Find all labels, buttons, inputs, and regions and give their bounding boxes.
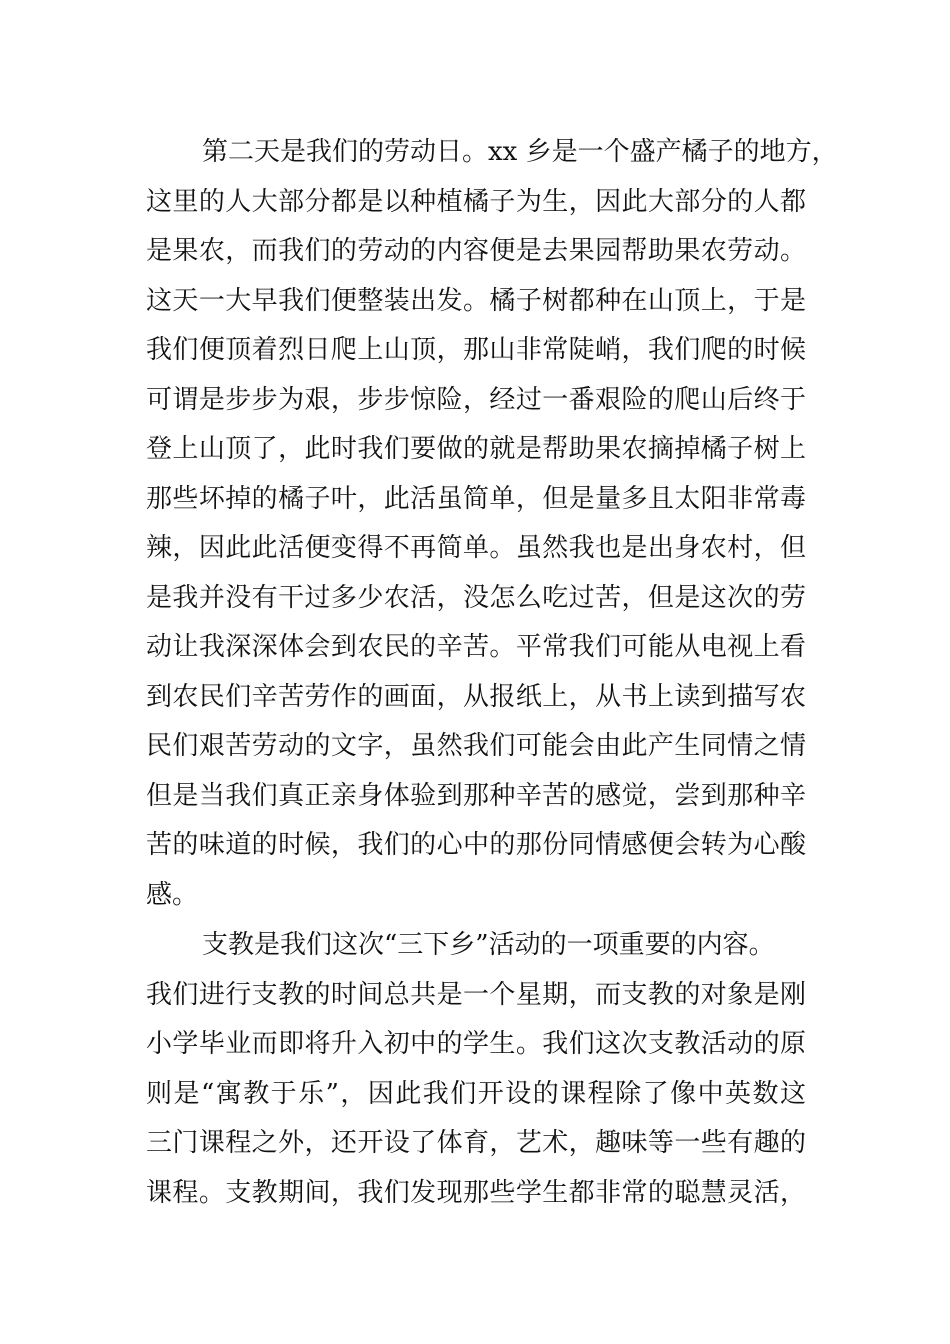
paragraph-line: 课程。支教期间，我们发现那些学生都非常的聪慧灵活，: [146, 1177, 806, 1208]
paragraph-line: 可谓是步步为艰，步步惊险，经过一番艰险的爬山后终于: [146, 384, 806, 415]
paragraph-line: 我们便顶着烈日爬上山顶，那山非常陡峭，我们爬的时候: [146, 335, 806, 365]
paragraph-line: 支教是我们这次“三下乡”活动的一项重要的内容。: [202, 930, 775, 960]
paragraph-line: 是果农，而我们的劳动的内容便是去果园帮助果农劳动。: [146, 236, 806, 266]
paragraph-line: 到农民们辛苦劳作的画面，从报纸上，从书上读到描写农: [146, 681, 806, 712]
paragraph-line: 那些坏掉的橘子叶，此活虽简单，但是量多且太阳非常毒: [146, 483, 806, 514]
paragraph-line: 苦的味道的时候，我们的心中的那份同情感便会转为心酸: [146, 830, 806, 860]
paragraph-line: 辣，因此此活便变得不再简单。虽然我也是出身农村，但: [146, 533, 806, 563]
paragraph-line: 登上山顶了，此时我们要做的就是帮助果农摘掉橘子树上: [146, 434, 806, 464]
paragraph-teaching: [146, 921, 806, 1218]
paragraph-line: 民们艰苦劳动的文字，虽然我们可能会由此产生同情之情: [146, 731, 806, 761]
paragraph-labor-day: [146, 128, 838, 920]
paragraph-line: 但是当我们真正亲身体验到那种辛苦的感觉，尝到那种辛: [146, 780, 806, 811]
paragraph-line: 则是“寓教于乐”，因此我们开设的课程除了像中英数这: [146, 1078, 806, 1109]
paragraph-line: 这里的人大部分都是以种植橘子为生，因此大部分的人都: [146, 186, 806, 217]
paragraph-line: 我们进行支教的时间总共是一个星期，而支教的对象是刚: [146, 979, 806, 1010]
paragraph-line: 这天一大早我们便整装出发。橘子树都种在山顶上，于是: [146, 285, 806, 316]
paragraph-line: 感。: [146, 879, 199, 910]
paragraph-line: 是我并没有干过多少农活，没怎么吃过苦，但是这次的劳: [146, 582, 806, 613]
paragraph-line: 第二天是我们的劳动日。xx 乡是一个盛产橘子的地方，: [202, 137, 838, 167]
paragraph-line: 动让我深深体会到农民的辛苦。平常我们可能从电视上看: [146, 632, 806, 662]
paragraph-line: 小学毕业而即将升入初中的学生。我们这次支教活动的原: [146, 1029, 806, 1059]
paragraph-line: 三门课程之外，还开设了体育，艺术，趣味等一些有趣的: [146, 1128, 806, 1158]
